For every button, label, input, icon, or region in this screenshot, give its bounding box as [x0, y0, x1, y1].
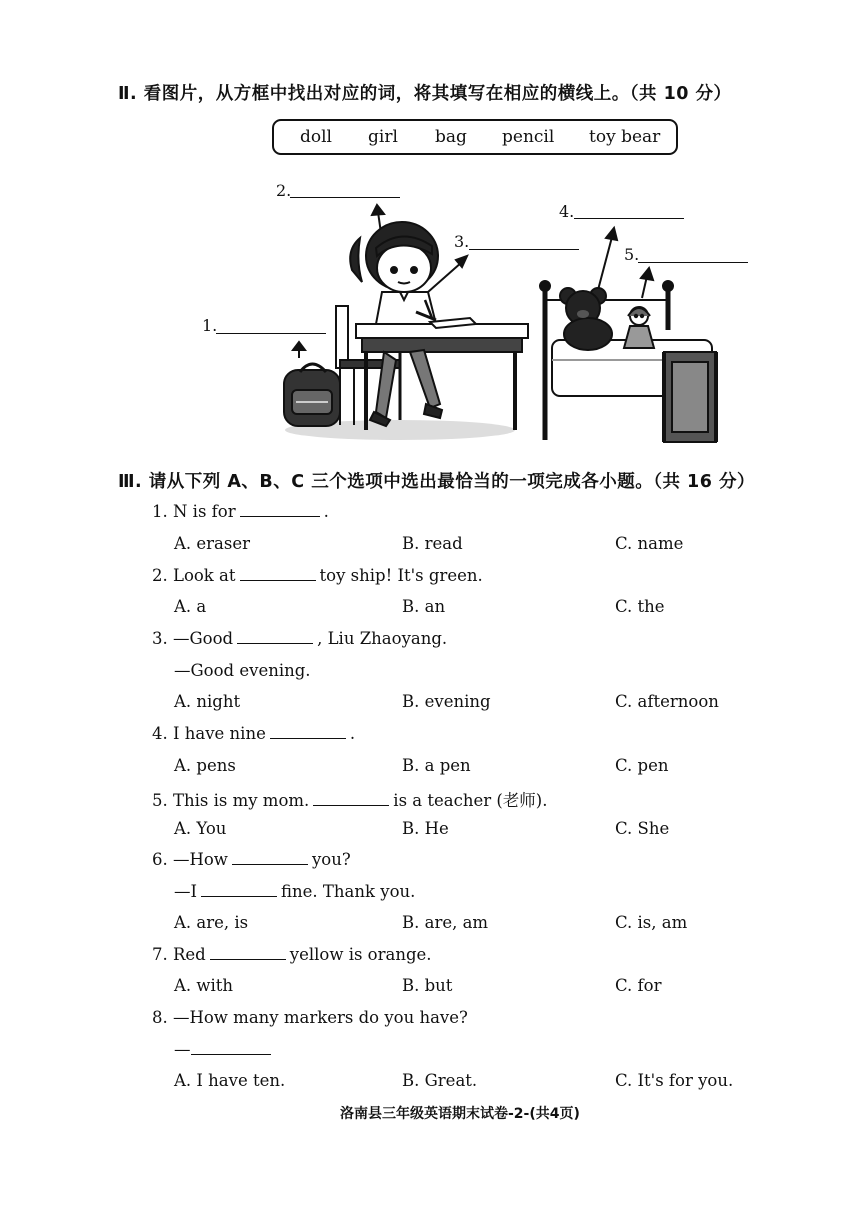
question-5-option-a[interactable]: A. You	[174, 819, 227, 838]
page-footer: 洛南县三年级英语期末试卷-2-(共4页)	[340, 1106, 580, 1122]
question-6-option-b[interactable]: B. are, am	[402, 913, 489, 932]
question-3-blank[interactable]	[237, 629, 313, 644]
question-2-option-c[interactable]: C. the	[615, 597, 665, 616]
question-1-option-a[interactable]: A. eraser	[174, 534, 251, 553]
question-7-text: 7. Red	[152, 945, 206, 964]
arrow-bear-icon	[598, 228, 617, 290]
question-8-blank[interactable]	[191, 1040, 271, 1055]
question-8-reply	[174, 1040, 275, 1059]
question-7-blank[interactable]	[210, 945, 286, 960]
question-3-option-b[interactable]: B. evening	[402, 692, 491, 711]
question-6-text: 6. —How	[152, 850, 228, 869]
question-1-text: 1. N is for	[152, 502, 236, 521]
question-2-text: 2. Look at	[152, 566, 236, 585]
question-4-text-end: .	[349, 724, 356, 743]
question-4-blank[interactable]	[270, 724, 346, 739]
question-4-option-a[interactable]: A. pens	[174, 756, 236, 775]
question-2-blank[interactable]	[240, 566, 316, 581]
question-3-option-a[interactable]: A. night	[174, 692, 241, 711]
word-doll: doll	[300, 127, 332, 147]
backpack-icon	[284, 364, 340, 426]
question-1-text-end: .	[323, 502, 329, 521]
arrow-bag-icon	[293, 342, 305, 358]
answer-blank-2[interactable]	[290, 197, 400, 198]
question-5-blank[interactable]	[313, 791, 389, 806]
question-6-reply	[174, 882, 415, 901]
question-6-reply-start: —I	[174, 882, 198, 901]
label-1: 1.	[202, 316, 218, 335]
question-5-option-c[interactable]: C. She	[615, 819, 670, 838]
word-bag: bag	[435, 127, 467, 147]
question-8-option-b[interactable]: B. Great.	[402, 1071, 478, 1090]
question-1-option-b[interactable]: B. read	[402, 534, 463, 553]
question-8-option-a[interactable]: A. I have ten.	[174, 1071, 286, 1090]
question-4-text: 4. I have nine	[152, 724, 266, 743]
section-2-title: Ⅱ. 看图片，从方框中找出对应的词，将其填写在相应的横线上。（共 10 分）	[118, 84, 732, 104]
question-4-option-b[interactable]: B. a pen	[402, 756, 471, 775]
question-1-blank[interactable]	[240, 502, 320, 517]
question-5-text: 5. This is my mom.	[152, 791, 310, 810]
arrow-doll-icon	[641, 268, 653, 298]
question-1	[152, 502, 329, 521]
question-6-reply-end: fine. Thank you.	[281, 882, 416, 901]
question-7-text-end: yellow is orange.	[289, 945, 432, 964]
label-4: 4.	[559, 202, 575, 221]
question-6-option-c[interactable]: C. is, am	[615, 913, 688, 932]
question-2	[152, 566, 483, 585]
question-7	[152, 945, 432, 964]
label-2: 2.	[276, 181, 292, 200]
question-8-option-c[interactable]: C. It's for you.	[615, 1071, 734, 1090]
section-3-title: Ⅲ. 请从下列 A、B、C 三个选项中选出最恰当的一项完成各小题。（共 16 分）	[118, 472, 755, 492]
question-6-blank[interactable]	[232, 850, 308, 865]
question-4	[152, 724, 355, 743]
question-7-option-a[interactable]: A. with	[174, 976, 234, 995]
question-8-reply-dash: —	[174, 1040, 191, 1059]
illustration	[270, 200, 730, 455]
question-5-text-end: is a teacher (老师).	[393, 791, 548, 810]
question-6-blank-2[interactable]	[201, 882, 277, 897]
question-2-option-a[interactable]: A. a	[174, 597, 207, 616]
question-4-option-c[interactable]: C. pen	[615, 756, 669, 775]
question-3-text-end: , Liu Zhaoyang.	[317, 629, 448, 648]
question-5-option-b[interactable]: B. He	[402, 819, 449, 838]
question-6-option-a[interactable]: A. are, is	[174, 913, 249, 932]
doll-icon	[624, 307, 654, 348]
word-girl: girl	[368, 127, 398, 147]
teddy-bear-icon	[560, 288, 612, 350]
question-6-text-end: you?	[311, 850, 351, 869]
question-7-option-c[interactable]: C. for	[615, 976, 662, 995]
question-3-reply: —Good evening.	[174, 661, 311, 680]
question-3	[152, 629, 447, 648]
word-toy-bear: toy bear	[589, 127, 661, 147]
question-5	[152, 787, 548, 811]
question-6	[152, 850, 351, 869]
question-2-option-b[interactable]: B. an	[402, 597, 446, 616]
question-3-option-c[interactable]: C. afternoon	[615, 692, 719, 711]
question-8: 8. —How many markers do you have?	[152, 1008, 468, 1027]
label-5: 5.	[624, 245, 640, 264]
label-3: 3.	[454, 232, 470, 251]
question-3-text: 3. —Good	[152, 629, 234, 648]
question-1-option-c[interactable]: C. name	[615, 534, 684, 553]
question-7-option-b[interactable]: B. but	[402, 976, 453, 995]
word-pencil: pencil	[502, 127, 555, 147]
question-2-text-end: toy ship! It's green.	[319, 566, 483, 585]
